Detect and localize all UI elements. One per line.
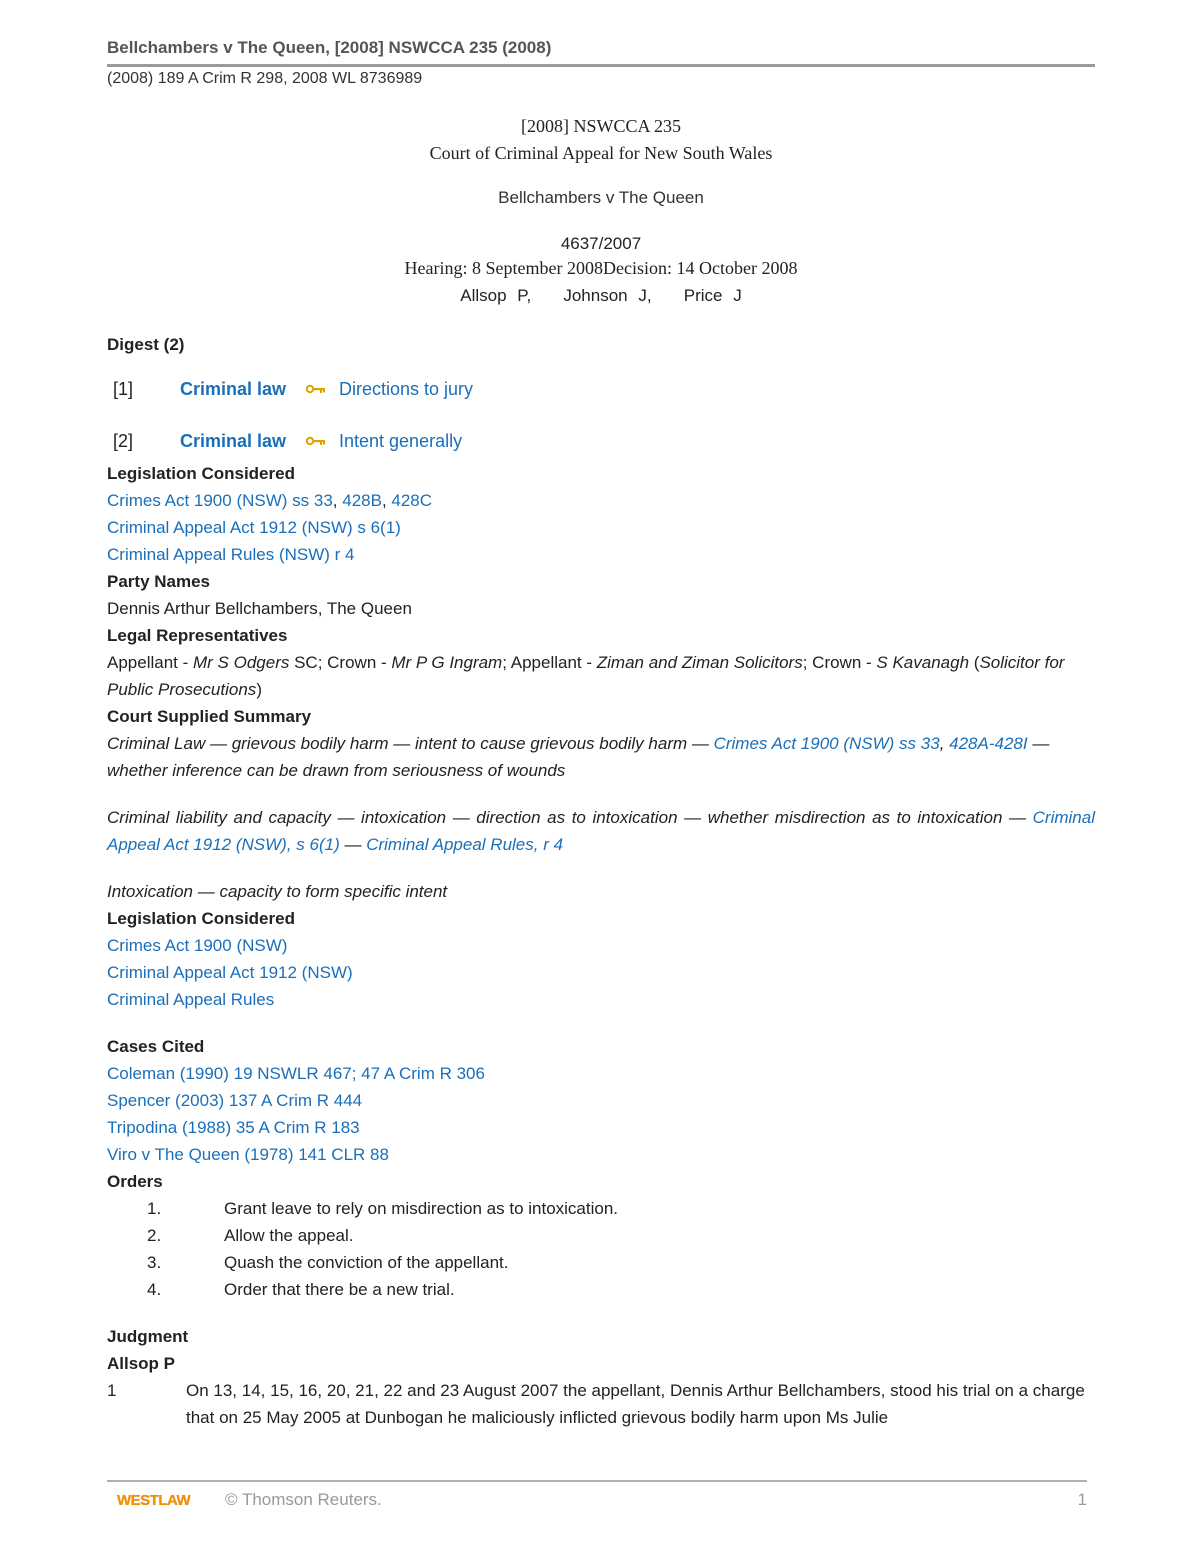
judgment-paragraph [107,1377,1095,1431]
digest-entry [107,376,1095,402]
judgment-heading: Judgment [107,1327,189,1346]
legislation-link[interactable]: 428C [391,491,433,510]
judges-list [107,282,1095,309]
summary-heading: Court Supplied Summary [107,707,312,726]
judgment-judge: Allsop P [107,1354,176,1373]
digest-entry-number: [1] [113,378,134,399]
cited-case-link[interactable]: Viro v The Queen (1978) 141 CLR 88 [107,1145,389,1164]
digest-topic-link[interactable]: Criminal law [180,430,287,451]
digest-subtopic-link[interactable]: Directions to jury [339,378,474,399]
digest-subtopic-link[interactable]: Intent generally [339,430,463,451]
order-number: 4. [147,1280,162,1299]
order-item [107,1195,1095,1222]
solicitor-name: Solicitor for Public Prosecutions [107,653,1065,699]
cases-cited-heading: Cases Cited [107,1037,205,1056]
legislation-link[interactable]: Criminal Appeal Rules [107,990,275,1009]
footer-row [107,1482,1087,1518]
text-run: , [939,734,950,753]
order-item [107,1276,1095,1303]
counsel-name: Mr S Odgers [193,653,290,672]
text-run: ; Crown - [802,653,877,672]
paragraph-text: On 13, 14, 15, 16, 20, 21, 22 and 23 August 2007 the appellant, Dennis Arthur Bellchambers, stood his trial on a charge that on 25 May 2005 at Dunbogan he maliciously inflicted grievous bodily harm upon Ms Julie [186,1381,1085,1427]
legal-representatives-text [107,649,1095,703]
order-text: Quash the conviction of the appellant. [224,1253,509,1272]
summary-paragraph [107,730,1095,784]
text-run: — [339,835,367,854]
summary-paragraph [107,804,1095,858]
separator: , [332,491,343,510]
document-header-title: Bellchambers v The Queen, [2008] NSWCCA 235 (2008) [107,38,552,57]
judge-name: Price J [683,286,742,305]
party-names-text: Dennis Arthur Bellchambers, The Queen [107,599,412,618]
text-run: SC; Crown - [289,653,392,672]
judge-name: Allsop P, [460,286,532,305]
counsel-name: Mr P G Ingram [391,653,503,672]
legislation-link[interactable]: Crimes Act 1900 (NSW) ss 33 [107,491,333,510]
summary-legislation-link[interactable]: 428A-428I [949,734,1028,753]
digest-entry-number: [2] [113,430,134,451]
case-citation: [2008] NSWCCA 235 [520,116,681,136]
summary-paragraph: Intoxication — capacity to form specific intent [107,882,448,901]
hearing-decision-dates: Hearing: 8 September 2008Decision: 14 October 2008 [404,258,798,278]
westlaw-logo: WESTLAW [117,1491,191,1509]
separator: , [381,491,392,510]
document-page [107,36,1095,1431]
solicitor-name: Ziman and Ziman Solicitors [596,653,803,672]
orders-list [107,1195,1095,1303]
text-run: ) [256,680,262,699]
order-item [107,1222,1095,1249]
order-text: Order that there be a new trial. [224,1280,455,1299]
header-divider [107,64,1095,67]
summary-legislation-link[interactable]: Crimes Act 1900 (NSW) ss 33 [713,734,940,753]
text-run: ; Appellant - [502,653,597,672]
court-name: Court of Criminal Appeal for New South Wales [429,143,773,163]
legislation-link[interactable]: Criminal Appeal Act 1912 (NSW) s 6(1) [107,518,401,537]
order-text: Grant leave to rely on misdirection as to intoxication. [224,1199,619,1218]
legislation-link[interactable]: Crimes Act 1900 (NSW) [107,936,288,955]
legislation-link[interactable]: 428B [342,491,382,510]
cited-case-link[interactable]: Tripodina (1988) 35 A Crim R 183 [107,1118,360,1137]
party-names-heading: Party Names [107,572,211,591]
key-icon [306,436,339,446]
document-header-citation: (2008) 189 A Crim R 298, 2008 WL 8736989 [107,70,423,87]
legislation-link[interactable]: Criminal Appeal Rules (NSW) r 4 [107,545,355,564]
digest-topic-link[interactable]: Criminal law [180,378,287,399]
order-number: 3. [147,1253,162,1272]
summary-legislation-link[interactable]: Criminal Appeal Act 1912 (NSW), s 6(1) [107,808,1095,854]
text-run: Criminal liability and capacity — intoxication — direction as to intoxication — whether misdirection as to intoxication — [107,808,1033,827]
legal-representatives-heading: Legal Representatives [107,626,288,645]
solicitor-name: S Kavanagh [876,653,970,672]
judge-name: Johnson J, [563,286,652,305]
order-number: 1. [147,1199,162,1218]
order-item [107,1249,1095,1276]
legislation-heading: Legislation Considered [107,464,295,483]
page-number: 1 [1077,1490,1087,1509]
summary-legislation-link[interactable]: Criminal Appeal Rules, r 4 [366,835,564,854]
key-icon [306,384,339,394]
cited-case-link[interactable]: Spencer (2003) 137 A Crim R 444 [107,1091,363,1110]
orders-heading: Orders [107,1172,163,1191]
case-parties: Bellchambers v The Queen [498,188,704,207]
text-run: — whether inference can be drawn from seriousness of wounds [107,734,1050,780]
legislation-link[interactable]: Criminal Appeal Act 1912 (NSW) [107,963,353,982]
file-number: 4637/2007 [560,234,642,253]
legislation-item [107,487,1095,514]
paragraph-number: 1 [107,1381,117,1400]
order-number: 2. [147,1226,162,1245]
page-footer [107,1480,1087,1518]
cited-case-link[interactable]: Coleman (1990) 19 NSWLR 467; 47 A Crim R 306 [107,1064,485,1083]
text-run: Criminal Law — grievous bodily harm — intent to cause grievous bodily harm — [107,734,714,753]
copyright-text: © Thomson Reuters. [225,1490,382,1509]
text-run: ( [969,653,980,672]
digest-entry [107,428,1095,454]
legislation-heading: Legislation Considered [107,909,295,928]
order-text: Allow the appeal. [224,1226,354,1245]
text-run: Appellant - [107,653,193,672]
digest-heading: Digest (2) [107,335,185,354]
